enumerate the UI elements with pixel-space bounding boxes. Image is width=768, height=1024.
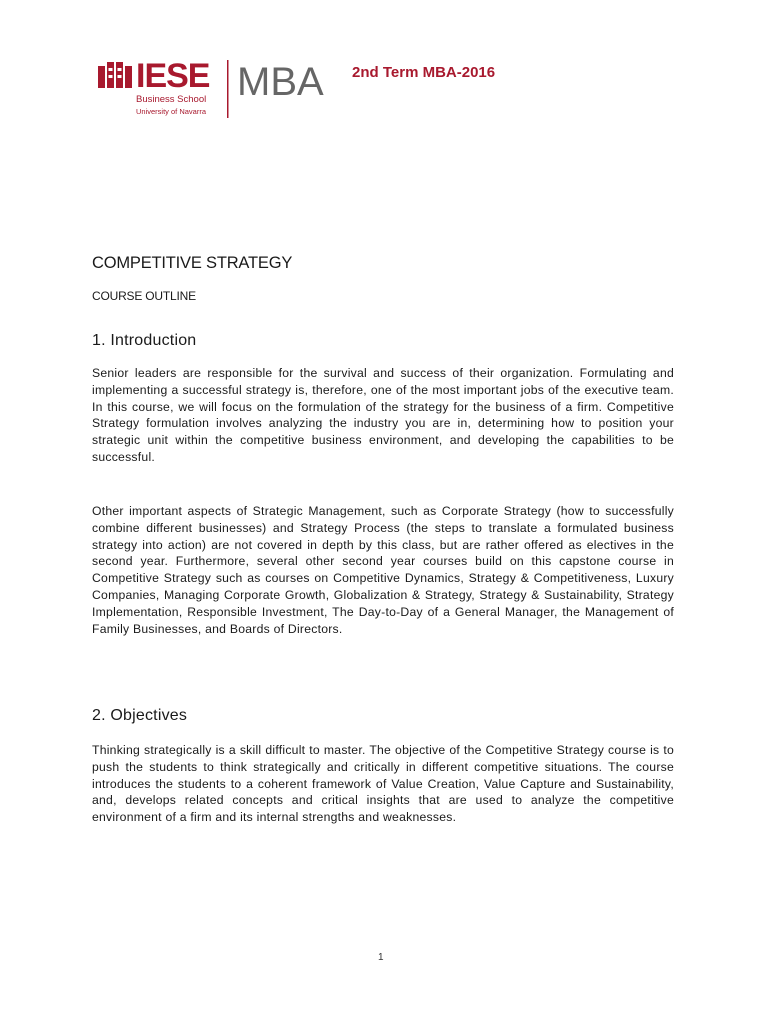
- document-subtitle: COURSE OUTLINE: [92, 289, 196, 303]
- section-heading-objectives: 2. Objectives: [92, 707, 188, 724]
- term-label: 2nd Term MBA-2016: [352, 64, 496, 81]
- document-title: COMPETITIVE STRATEGY: [92, 254, 293, 272]
- university-line: University of Navarra: [136, 107, 207, 116]
- page-number: 1: [378, 952, 384, 963]
- school-line: Business School: [136, 94, 207, 105]
- iese-mba-logo: [96, 56, 336, 126]
- section-heading-introduction: 1. Introduction: [92, 332, 197, 349]
- brand-text: IESE: [136, 57, 210, 95]
- introduction-paragraph-2: Other important aspects of Strategic Management, such as Corporate Strategy (how to successfully combine different businesses) and Strategy Process (the steps to translate a formulated business strategy into action) are not covered in depth by this class, but are rather offered as electives in the second year. Furthermore, several other second year courses build on this capstone course in Competitive Strategy such as courses on Competitive Dynamics, Strategy & Competitiveness, Luxury Companies, Managing Corporate Growth, Globalization & Strategy, Strategy & Sustainability, Strategy Implementation, Responsible Investment, The Day-to-Day of a General Manager, the Management of Family Businesses, and Boards of Directors.: [92, 504, 674, 636]
- program-text: MBA: [237, 60, 324, 104]
- introduction-paragraph-1: Senior leaders are responsible for the survival and success of their organization. Formulating and implementing a successful strategy is, therefore, one of the most important jobs of the executive team. In this course, we will focus on the formulation of the strategy for the business of a firm. Competitive Strategy formulation involves analyzing the industry you are in, determining how to position your strategic unit within the competitive business environment, and developing the capabilities to be successful.: [92, 366, 674, 464]
- objectives-paragraph-1: Thinking strategically is a skill difficult to master. The objective of the Competitive Strategy course is to push the students to think strategically and critically in different competitive situations. The course introduces the students to a coherent framework of Value Creation, Value Capture and Sustainability, and, develops related concepts and critical insights that are used to analyze the competitive environment of a firm and its internal strengths and weaknesses.: [92, 743, 674, 825]
